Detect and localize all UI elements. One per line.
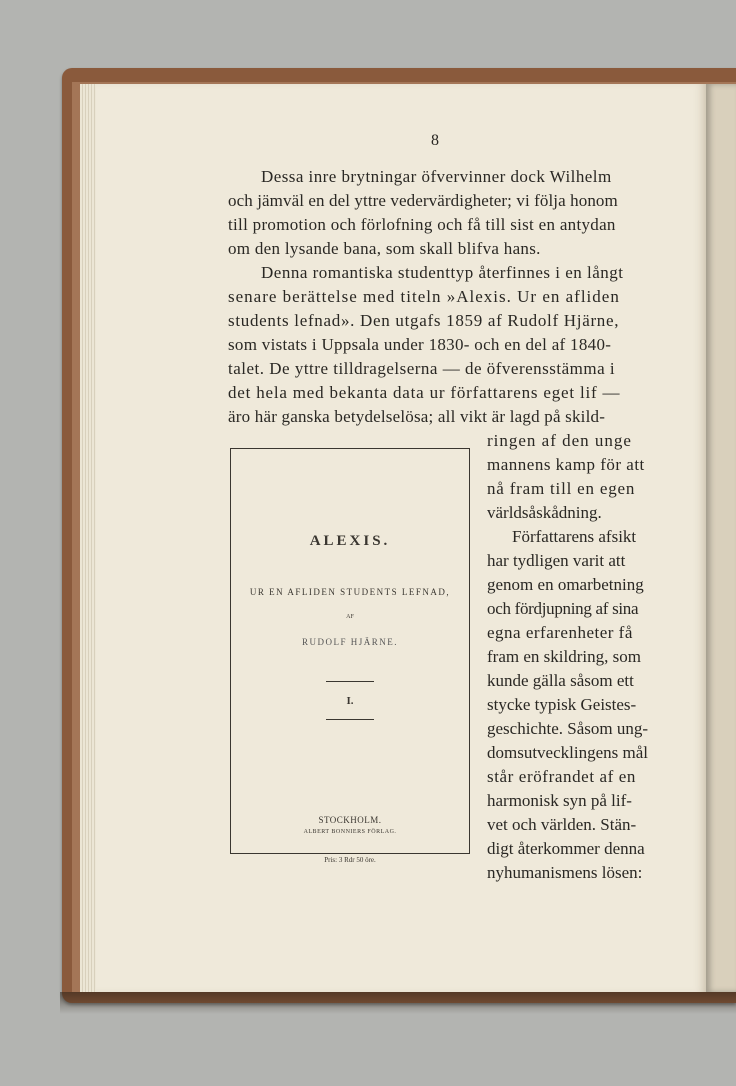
side-text-line: mannens kamp för att <box>487 455 645 474</box>
page-number: 8 <box>431 132 439 149</box>
text-line: talet. De yttre tilldragelserna — de öfverensstämma i <box>228 359 616 378</box>
side-text-line: kunde gälla såsom ett <box>487 671 634 690</box>
side-text-line: harmonisk syn på lif- <box>487 791 632 810</box>
facsimile-price: Pris: 3 Rdr 50 öre. <box>324 856 376 864</box>
facsimile-place: STOCKHOLM. <box>318 815 382 825</box>
facsimile-subtitle: UR EN AFLIDEN STUDENTS LEFNAD, <box>249 587 451 597</box>
title-page-facsimile <box>230 448 470 854</box>
text-line: senare berättelse med titeln »Alexis. Ur en afliden <box>228 287 620 306</box>
side-text-line: domsutvecklingens mål <box>487 743 649 762</box>
text-line: students lefnad». Den utgafs 1859 af Rudolf Hjärne, <box>228 311 620 330</box>
side-text-line: fram en skildring, som <box>487 647 641 666</box>
book-shadow <box>60 992 736 1014</box>
side-text-line: och fördjupning af sina <box>487 599 639 618</box>
text-line: Denna romantiska studenttyp återfinnes i en långt <box>261 263 624 282</box>
text-line: och jämväl en del yttre vedervärdigheter; vi följa honom <box>228 191 618 210</box>
text-line: som vistats i Uppsala under 1830- och en del af 1840- <box>228 335 612 354</box>
facsimile-volume: I. <box>346 695 354 707</box>
facsimile-rule <box>326 719 374 720</box>
side-text-line: står eröfrandet af en <box>487 767 636 786</box>
facsimile-rule <box>326 681 374 682</box>
text-line: det hela med bekanta data ur författarens eget lif — <box>228 383 621 402</box>
text-line: äro här ganska betydelselösa; all vikt är lagd på skild- <box>228 407 606 426</box>
side-text-line: genom en omarbetning <box>487 575 644 594</box>
facsimile-af: AF <box>346 614 354 620</box>
text-line: till promotion och förlofning och få till sist en antydan <box>228 215 616 234</box>
text-line: Dessa inre brytningar öfvervinner dock Wilhelm <box>261 167 612 186</box>
side-text-line: har tydligen varit att <box>487 551 626 570</box>
text-line: om den lysande bana, som skall blifva hans. <box>228 239 541 258</box>
facsimile-title: ALEXIS. <box>309 533 391 549</box>
facsimile-author: RUDOLF HJÄRNE. <box>301 637 398 647</box>
side-text-line: Författarens afsikt <box>512 527 637 546</box>
side-text-line: vet och världen. Stän- <box>487 815 637 834</box>
side-text-line: nå fram till en egen <box>487 479 636 498</box>
side-text-line: digt återkommer denna <box>487 839 645 858</box>
side-text-line: ringen af den unge <box>487 431 632 450</box>
side-text-line: egna erfarenheter få <box>487 623 633 642</box>
side-text-line: världsåskådning. <box>487 503 602 522</box>
next-page-edge <box>706 84 736 992</box>
side-text-line: nyhumanismens lösen: <box>487 863 643 882</box>
side-text-line: geschichte. Såsom ung- <box>487 719 648 738</box>
facsimile-publisher: ALBERT BONNIERS FÖRLAG. <box>303 829 397 835</box>
side-text-line: stycke typisk Geistes- <box>487 695 637 714</box>
